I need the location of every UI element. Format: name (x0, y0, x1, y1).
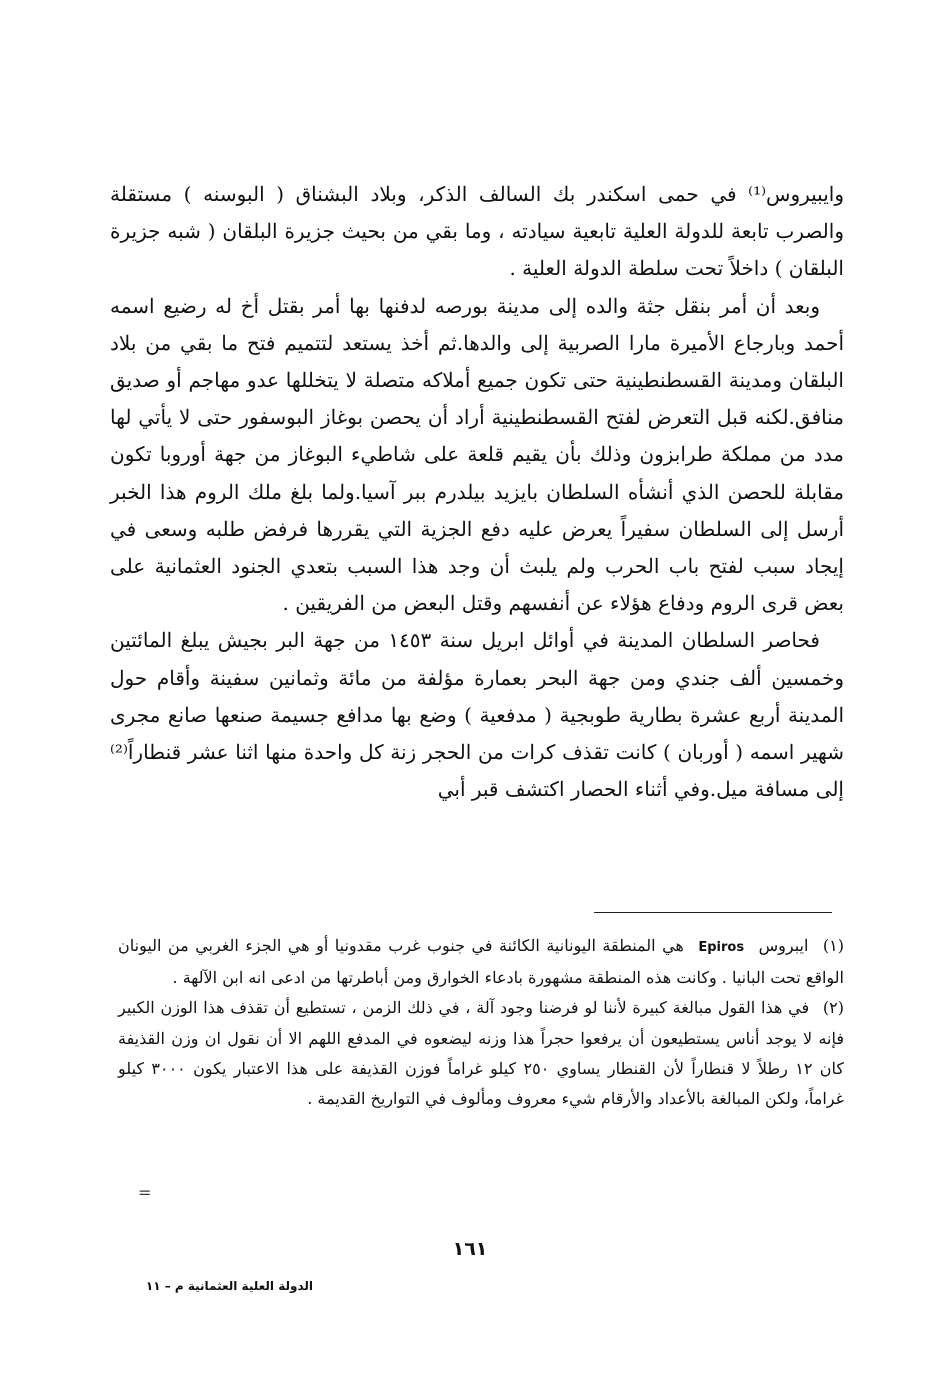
footnote-number: (١) (822, 936, 845, 955)
footnotes (118, 931, 844, 1114)
footnote-latin-term: Epiros (698, 940, 745, 955)
footnote-text: هي المنطقة اليونانية الكائنة في جنوب غرب مقدونيا أو هي الجزء الغربي من اليونان الواقع تحت البانيا . وكانت هذه المنطقة مشهورة بادعاء الخوارق ومن أباطرتها من ادعى انه ابن الآلهة . (118, 936, 844, 988)
paragraph-continuation: وايبيروس⁽¹⁾ في حمى اسكندر بك السالف الذكر، وبلاد البشناق ( البوسنه ) مستقلة والصرب تابعة للدولة العلية تابعية سيادته ، وما بقي من بحيث جزيرة البلقان ( شبه جزيرة البلقان ) داخلاً تحت سلطة الدولة العلية . (110, 182, 844, 281)
footnote-separator (594, 912, 832, 913)
main-text (110, 176, 844, 808)
paragraph: فحاصر السلطان المدينة في أوائل ابريل سنة ١٤٥٣ من جهة البر بجيش يبلغ المائتين وخمسين ألف جندي ومن جهة البحر بعمارة مؤلفة من مائة وثمانين سفينة وأقام حول المدينة أربع عشرة بطارية طوبجية ( مدفعية ) وضع بها مدافع جسيمة صنعها صانع مجرى شهير اسمه ( أوربان ) كانت تقذف كرات من الحجر زنة كل واحدة منها اثنا عشر قنطاراً⁽²⁾ إلى مسافة ميل.وفي أثناء الحصار اكتشف قبر أبي (110, 628, 845, 802)
footnote-1 (118, 931, 844, 993)
footnote-2 (118, 993, 844, 1114)
footnote-text: في هذا القول مبالغة كبيرة لأننا لو فرضنا وجود آلة ، في ذلك الزمن ، تستطيع أن تقذف هذا الوزن الكبير فإنه لا يوجد أناس يستطيعون أن يرفعوا حجراً هذا وزنه ليضعوه في المدفع اللهم الا أن نقول ان وزن القذيفة كان ١٢ رطلاً لا قنطاراً لأن القنطار يساوي ٢٥٠ كيلو غراماً فوزن القذيفة على هذا الاعتبار يكون ٣٠٠٠ كيلو غراماً، ولكن المبالغة بالأعداد والأرقام شيء معروف ومألوف في التواريخ القديمة . (118, 998, 845, 1109)
running-footer: الدولة العلية العثمانية م – ١١ (145, 1279, 313, 1293)
footnote-term: ايبروس (758, 936, 809, 955)
margin-mark: = (138, 1183, 152, 1202)
paragraph: وبعد أن أمر بنقل جثة والده إلى مدينة بورصه لدفنها بها أمر بقتل أخ له رضيع اسمه أحمد وبارجاع الأميرة مارا الصربية إلى والدها.ثم أخذ يستعد لتتميم فتح ما بقي من بلاد البلقان ومدينة القسطنطينية حتى تكون جميع أملاكه متصلة لا يتخللها عدو مهاجم أو صديق منافق.لكنه قبل التعرض لفتح القسطنطينية أراد أن يحصن بوغاز البوسفور حتى لا يأتي لها مدد من مملكة طرابزون وذلك بأن يقيم قلعة على شاطيء البوغاز من جهة أوروبا تكون مقابلة للحصن الذي أنشأه السلطان بايزيد بيلدرم ببر آسيا.ولما بلغ ملك الروم هذا الخبر أرسل إلى السلطان سفيراً يعرض عليه دفع الجزية التي يقررها فرفض طلبه وسعى في إيجاد سبب لفتح باب الحرب ولم يلبث أن وجد هذا السبب بتعدي الجنود العثمانية على بعض قرى الروم ودفاع هؤلاء عن أنفسهم وقتل البعض من الفريقين . (110, 293, 844, 616)
footnote-number: (٢) (822, 998, 844, 1018)
page-number: ١٦١ (452, 1238, 488, 1260)
